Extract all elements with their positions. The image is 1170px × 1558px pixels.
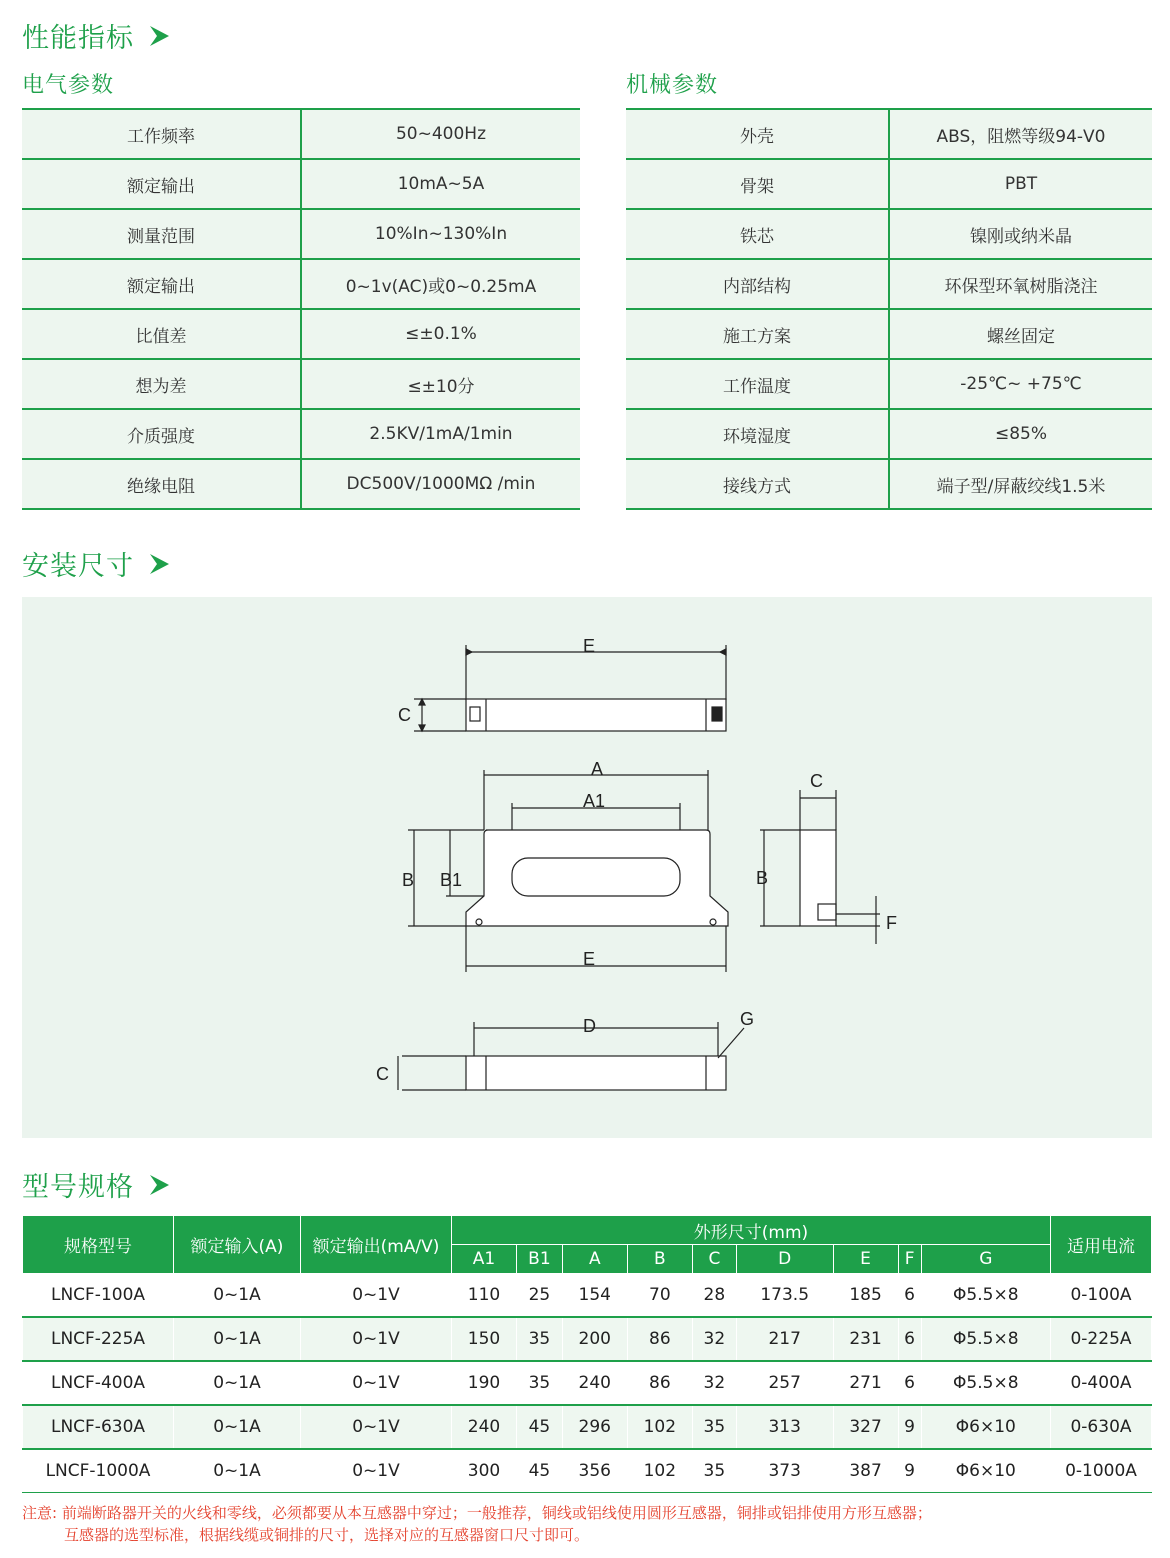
table-cell: 6 <box>898 1274 921 1318</box>
side-view <box>760 790 880 944</box>
dim-label-B-side: B <box>756 868 769 888</box>
table-cell: 0~1V <box>301 1361 452 1405</box>
table-cell: LNCF-225A <box>23 1317 174 1361</box>
param-value: 10%In~130%In <box>301 209 580 259</box>
header-output: 额定输出(mA/V) <box>301 1216 452 1274</box>
table-row <box>23 1317 1152 1361</box>
table-cell: 86 <box>627 1317 692 1361</box>
table-cell: LNCF-400A <box>23 1361 174 1405</box>
table-cell: 35 <box>692 1405 736 1449</box>
electrical-title: 电气参数 <box>22 73 115 98</box>
table-cell: 6 <box>898 1361 921 1405</box>
table-cell: 356 <box>562 1449 627 1493</box>
table-cell: 0~1A <box>174 1274 301 1318</box>
table-cell: LNCF-630A <box>23 1405 174 1449</box>
table-cell: 0~1A <box>174 1361 301 1405</box>
table-row <box>23 1449 1152 1493</box>
arrow-right-icon <box>148 25 170 47</box>
table-cell: 0~1A <box>174 1405 301 1449</box>
table-row <box>626 359 1152 409</box>
table-cell: LNCF-100A <box>23 1274 174 1318</box>
table-row <box>23 1361 1152 1405</box>
table-cell: 0~1V <box>301 1317 452 1361</box>
section-title-text: 安装尺寸 <box>22 551 134 582</box>
param-key: 骨架 <box>626 159 889 209</box>
header-input: 额定输入(A) <box>174 1216 301 1274</box>
table-cell: 0-1000A <box>1051 1449 1152 1493</box>
dim-label-B-front: B <box>402 870 415 890</box>
table-cell: 373 <box>736 1449 833 1493</box>
param-key: 环境湿度 <box>626 409 889 459</box>
dim-label-E-top: E <box>583 636 596 656</box>
table-row <box>626 209 1152 259</box>
section-title-models <box>22 1165 170 1204</box>
param-key: 额定输出 <box>22 259 301 309</box>
dimension-drawing <box>22 597 1152 1138</box>
table-row <box>22 159 580 209</box>
param-value: ≤±10分 <box>301 359 580 409</box>
table-cell: 0~1V <box>301 1274 452 1318</box>
table-row <box>23 1405 1152 1449</box>
table-cell: 9 <box>898 1405 921 1449</box>
table-cell: 0~1A <box>174 1317 301 1361</box>
mechanical-table <box>626 108 1152 510</box>
param-key: 测量范围 <box>22 209 301 259</box>
table-cell: 257 <box>736 1361 833 1405</box>
table-cell: 185 <box>833 1274 898 1318</box>
param-value: 环保型环氧树脂浇注 <box>889 259 1152 309</box>
param-value: 50~400Hz <box>301 109 580 159</box>
table-cell: 0-100A <box>1051 1274 1152 1318</box>
header-dim-col: A1 <box>452 1245 517 1274</box>
table-cell: 190 <box>452 1361 517 1405</box>
table-cell: 0-630A <box>1051 1405 1152 1449</box>
param-key: 介质强度 <box>22 409 301 459</box>
header-dim-col: A <box>562 1245 627 1274</box>
table-cell: 35 <box>692 1449 736 1493</box>
table-cell: 327 <box>833 1405 898 1449</box>
param-key: 外壳 <box>626 109 889 159</box>
dim-label-G: G <box>740 1009 755 1029</box>
table-cell: 32 <box>692 1361 736 1405</box>
mechanical-title: 机械参数 <box>626 73 719 98</box>
section-title-text: 性能指标 <box>22 23 134 54</box>
dim-label-C-top: C <box>398 705 411 725</box>
header-dims: 外形尺寸(mm) <box>452 1216 1051 1245</box>
param-value: 螺丝固定 <box>889 309 1152 359</box>
table-cell: 28 <box>692 1274 736 1318</box>
table-row <box>626 259 1152 309</box>
param-value: DC500V/1000MΩ /min <box>301 459 580 509</box>
table-cell: Φ5.5×8 <box>921 1274 1050 1318</box>
table-row <box>22 459 580 509</box>
table-row <box>626 459 1152 509</box>
table-cell: 86 <box>627 1361 692 1405</box>
param-key: 绝缘电阻 <box>22 459 301 509</box>
spec-table <box>22 1215 1152 1493</box>
table-cell: 70 <box>627 1274 692 1318</box>
note-line-2: 互感器的选型标准，根据线缆或铜排的尺寸，选择对应的互感器窗口尺寸即可。 <box>64 1526 590 1544</box>
param-value: 10mA~5A <box>301 159 580 209</box>
table-cell: 45 <box>517 1449 563 1493</box>
param-value: 端子型/屏蔽绞线1.5米 <box>889 459 1152 509</box>
param-value: 2.5KV/1mA/1min <box>301 409 580 459</box>
section-title-performance <box>22 16 170 55</box>
table-row <box>626 409 1152 459</box>
table-cell: 173.5 <box>736 1274 833 1318</box>
table-cell: 102 <box>627 1449 692 1493</box>
table-cell: 0-225A <box>1051 1317 1152 1361</box>
table-row <box>22 309 580 359</box>
header-dim-col: B1 <box>517 1245 563 1274</box>
table-cell: 45 <box>517 1405 563 1449</box>
table-cell: 32 <box>692 1317 736 1361</box>
table-cell: 35 <box>517 1361 563 1405</box>
dim-label-D: D <box>583 1016 596 1036</box>
table-cell: 0-400A <box>1051 1361 1152 1405</box>
param-key: 工作温度 <box>626 359 889 409</box>
dim-label-C-side: C <box>810 771 823 791</box>
table-row <box>23 1274 1152 1318</box>
table-row <box>626 159 1152 209</box>
table-cell: 387 <box>833 1449 898 1493</box>
param-value: ≤85% <box>889 409 1152 459</box>
table-cell: 296 <box>562 1405 627 1449</box>
dim-label-A: A <box>591 759 604 779</box>
dim-label-A1: A1 <box>583 791 606 811</box>
param-key: 比值差 <box>22 309 301 359</box>
header-dim-col: D <box>736 1245 833 1274</box>
section-title-text: 型号规格 <box>22 1172 134 1203</box>
table-cell: 0~1A <box>174 1449 301 1493</box>
electrical-table <box>22 108 580 510</box>
table-cell: 300 <box>452 1449 517 1493</box>
param-value: ≤±0.1% <box>301 309 580 359</box>
table-cell: 0~1V <box>301 1449 452 1493</box>
param-value: PBT <box>889 159 1152 209</box>
header-dim-col: B <box>627 1245 692 1274</box>
table-row <box>22 409 580 459</box>
param-value: 镍刚或纳米晶 <box>889 209 1152 259</box>
table-row <box>22 259 580 309</box>
header-dim-col: F <box>898 1245 921 1274</box>
top-view <box>414 645 726 731</box>
param-value: ABS，阻燃等级94-V0 <box>889 109 1152 159</box>
table-cell: 25 <box>517 1274 563 1318</box>
table-cell: 9 <box>898 1449 921 1493</box>
table-row <box>22 109 580 159</box>
table-cell: 150 <box>452 1317 517 1361</box>
table-cell: Φ5.5×8 <box>921 1317 1050 1361</box>
table-row <box>22 359 580 409</box>
table-cell: 271 <box>833 1361 898 1405</box>
header-dim-col: C <box>692 1245 736 1274</box>
table-row <box>626 309 1152 359</box>
arrow-right-icon <box>148 553 170 575</box>
header-dim-col: G <box>921 1245 1050 1274</box>
note-line-1: 注意: 前端断路器开关的火线和零线，必须都要从本互感器中穿过；一般推荐，铜线或铝线使用圆形互感器，铜排或铝排使用方形互感器； <box>22 1504 932 1522</box>
table-cell: 154 <box>562 1274 627 1318</box>
table-cell: 231 <box>833 1317 898 1361</box>
bottom-view <box>398 1022 744 1090</box>
header-current: 适用电流 <box>1051 1216 1152 1274</box>
table-row <box>626 109 1152 159</box>
table-cell: 313 <box>736 1405 833 1449</box>
dim-label-F: F <box>886 913 897 933</box>
header-model: 规格型号 <box>23 1216 174 1274</box>
table-row <box>22 209 580 259</box>
dim-label-B1: B1 <box>440 870 463 890</box>
param-key: 额定输出 <box>22 159 301 209</box>
table-cell: 240 <box>562 1361 627 1405</box>
table-cell: 217 <box>736 1317 833 1361</box>
param-key: 想为差 <box>22 359 301 409</box>
table-cell: 200 <box>562 1317 627 1361</box>
param-value: -25℃~ +75℃ <box>889 359 1152 409</box>
param-key: 施工方案 <box>626 309 889 359</box>
dimension-diagram-panel <box>22 597 1152 1138</box>
table-cell: 6 <box>898 1317 921 1361</box>
dim-label-C-bottom: C <box>376 1064 389 1084</box>
table-cell: Φ6×10 <box>921 1405 1050 1449</box>
table-cell: 240 <box>452 1405 517 1449</box>
table-cell: 0~1V <box>301 1405 452 1449</box>
table-cell: Φ5.5×8 <box>921 1361 1050 1405</box>
header-dim-col: E <box>833 1245 898 1274</box>
arrow-right-icon <box>148 1174 170 1196</box>
table-cell: 110 <box>452 1274 517 1318</box>
param-value: 0~1v(AC)或0~0.25mA <box>301 259 580 309</box>
param-key: 内部结构 <box>626 259 889 309</box>
section-title-install <box>22 544 170 583</box>
table-cell: 35 <box>517 1317 563 1361</box>
param-key: 铁芯 <box>626 209 889 259</box>
dim-label-E-front: E <box>583 949 596 969</box>
note <box>22 1502 932 1546</box>
param-key: 接线方式 <box>626 459 889 509</box>
table-cell: 102 <box>627 1405 692 1449</box>
param-key: 工作频率 <box>22 109 301 159</box>
table-cell: Φ6×10 <box>921 1449 1050 1493</box>
table-cell: LNCF-1000A <box>23 1449 174 1493</box>
